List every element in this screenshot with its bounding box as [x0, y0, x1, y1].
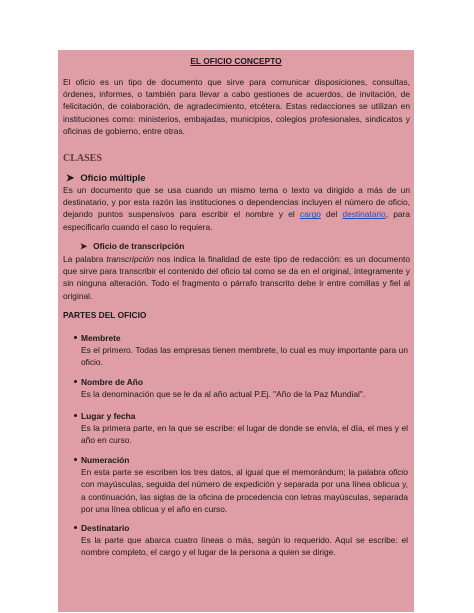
parte-body: Es el primero. Todas las empresas tienen membrete, lo cual es muy importante para un oficio.: [81, 345, 408, 368]
transcripcion-text-2: nos indica la finalidad de este tipo de redacción: es un documento que sirve para transcribir el contenido del oficio tal como se da en el original, íntegramente y sin ninguna alteración. Todo el fragmento o párrafo transcrito debe ir entre comillas y fiel al original.: [63, 254, 410, 301]
oficio-transcripcion-paragraph: [63, 253, 410, 302]
oficio-multiple-paragraph: [63, 184, 410, 233]
parte-title: Numeración: [81, 455, 130, 465]
parte-body: [81, 466, 408, 515]
oficio-multiple-label: Oficio múltiple: [80, 172, 146, 183]
document-title: EL OFICIO CONCEPTO: [190, 56, 282, 66]
oficio-multiple-text-1: Es un documento que se usa cuando un mismo tema o texto va dirigido a más de un destinatario, y por esta razón las instituciones o dependencias incluyen el número de oficio, dejando puntos suspensivos para escribir el nombre y el: [63, 185, 410, 220]
partes-heading: PARTES DEL OFICIO: [63, 310, 147, 320]
parte-body: Es la denominación que se le da al año actual P.Ej. "Año de la Paz Mundial".: [81, 389, 366, 400]
parte-title: Destinatario: [81, 523, 130, 533]
bullet-dot-icon: [74, 526, 77, 529]
arrow-bullet-icon: ➤: [80, 241, 88, 251]
destinatario-link[interactable]: destinatario: [342, 209, 386, 220]
parte-membrete: [81, 332, 408, 369]
parte-title: Nombre de Año: [81, 377, 144, 387]
oficio-multiple-text-3: , para especificarlo cuando el caso lo requiera.: [63, 209, 410, 232]
parte-body: Es la parte que abarca cuatro líneas o más, según lo requerido. Aquí se escribe: el nombre completo, el cargo y el lugar de la persona a quien se dirige.: [81, 535, 408, 558]
parte-title: Membrete: [81, 333, 121, 343]
bullet-dot-icon: [74, 380, 77, 383]
clases-heading: CLASES: [63, 153, 102, 164]
parte-body: Es la primera parte, en la que se escribe: el lugar de donde se envía, el día, el mes y el año en curso.: [81, 423, 408, 446]
numeracion-text-2: con mayúsculas, seguida del número de expedición y separada por una línea oblicua y, a continuación, las siglas de la oficina de procedencia con letras mayúsculas, separada por una línea oblicua y el año en curso.: [81, 479, 408, 514]
transcripcion-emphasis: transcripción: [106, 254, 154, 264]
parte-destinatario: [81, 522, 408, 559]
oficio-multiple-heading: [66, 172, 146, 184]
arrow-bullet-icon: ➤: [66, 173, 75, 184]
parte-title: Lugar y fecha: [81, 411, 136, 421]
numeracion-text-1: En esta parte se escriben los tres datos, al igual que el memorándum; la palabra: [81, 467, 389, 478]
document-page: [58, 50, 414, 612]
bullet-dot-icon: [74, 336, 77, 339]
bullet-dot-icon: [74, 414, 77, 417]
intro-paragraph: El oficio es un tipo de documento que sirve para comunicar disposiciones, consultas, órdenes, informes, o también para llevar a cabo gestiones de acuerdos, de invitación, de felicitación, de colaboración, de agradecimiento, etcétera. Estas redacciones se utilizan en instituciones como: ministerios, embajadas, municipios, colegios profesionales, sindicatos y oficinas de gobierno, entre otras.: [63, 77, 410, 136]
oficio-transcripcion-label: Oficio de transcripción: [93, 241, 185, 251]
parte-nombre-de-ano: [81, 376, 408, 400]
cargo-link[interactable]: cargo: [299, 209, 321, 220]
parte-numeracion: [81, 454, 408, 515]
numeracion-emphasis: oficio: [388, 467, 408, 478]
transcripcion-text-1: La palabra: [63, 254, 107, 264]
bullet-dot-icon: [74, 458, 77, 461]
oficio-multiple-text-2: del: [320, 209, 343, 220]
oficio-transcripcion-heading: [80, 241, 184, 252]
parte-lugar-y-fecha: [81, 410, 408, 447]
